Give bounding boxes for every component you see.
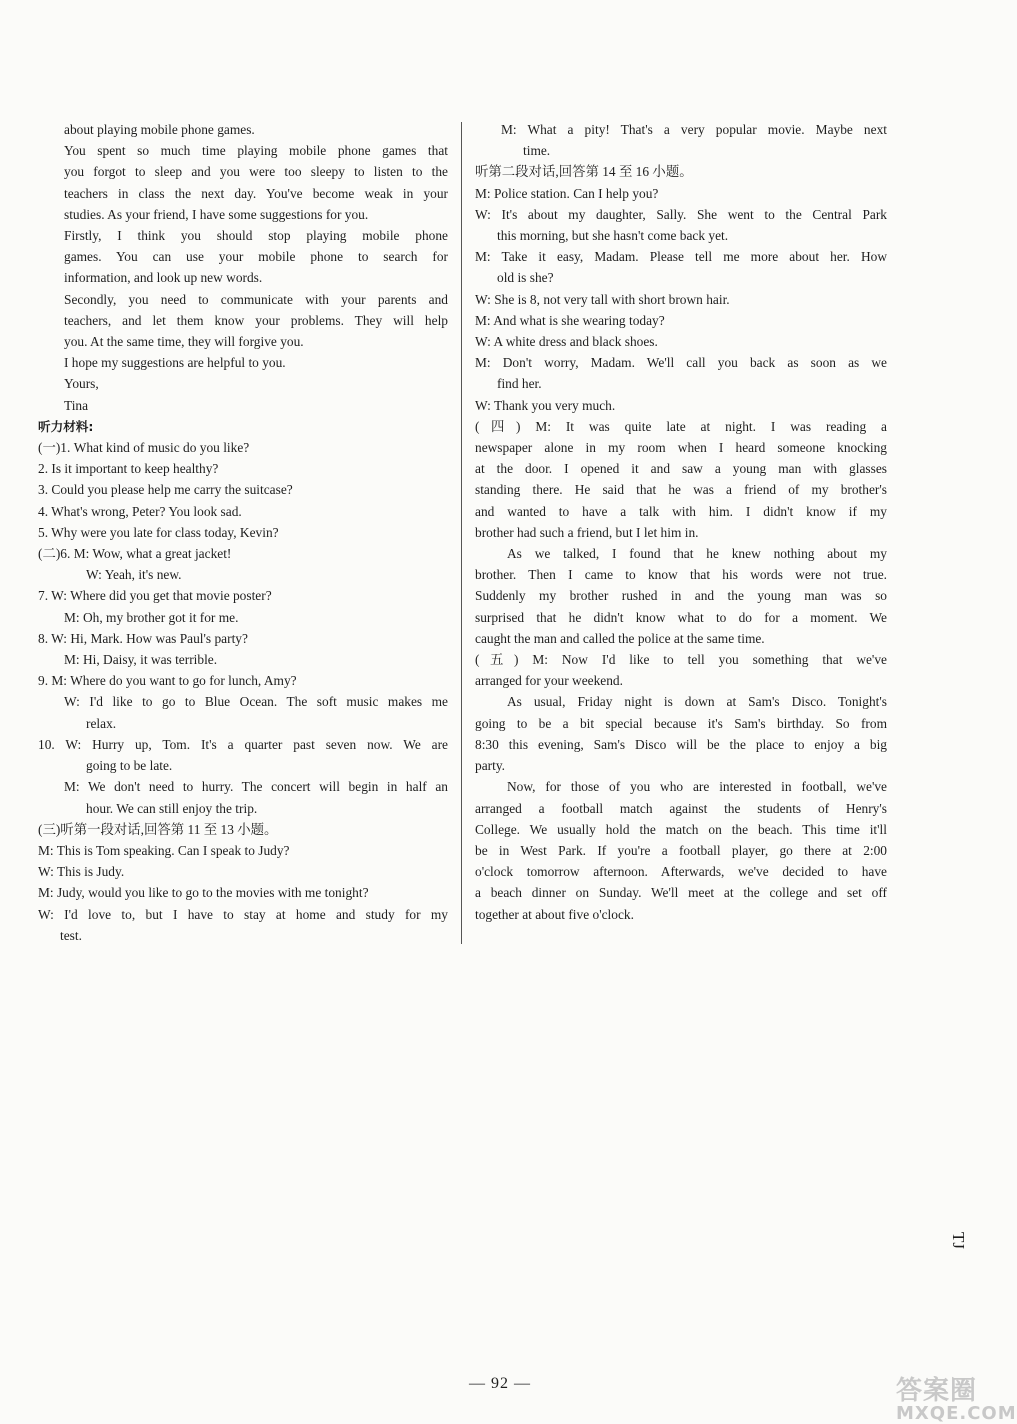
column-divider (461, 122, 462, 944)
text-line: M: Oh, my brother got it for me. (64, 609, 239, 625)
text-line: W: It's about my daughter, Sally. She went to the Central Park (475, 206, 887, 222)
text-line: at the door. I opened it and saw a young man with glasses (475, 461, 887, 477)
text-line: this morning, but she hasn't come back yet. (497, 228, 729, 244)
text-line: you forgot to sleep and you were too sleepy to listen to the (64, 164, 448, 180)
text-line: find her. (497, 376, 542, 392)
text-line: games. You can use your mobile phone to search for (64, 249, 448, 265)
text-line: relax. (86, 715, 117, 731)
text-line: M: And what is she wearing today? (475, 312, 665, 328)
text-line: M: Don't worry, Madam. We'll call you back as soon as we (475, 355, 887, 371)
text-line: be in West Park. If you're a football player, go there at 2:00 (475, 842, 887, 858)
text-line: party. (475, 758, 505, 774)
text-line: M: We don't need to hurry. The concert will begin in half an (64, 779, 448, 795)
text-line: Suddenly my brother rushed in and the young man was so (475, 588, 887, 604)
text-line: (五) M: Now I'd like to tell you something that we've (475, 652, 887, 668)
text-line: M: This is Tom speaking. Can I speak to Judy? (38, 842, 290, 858)
text-line: and wanted to have a talk with him. I didn't know if my (475, 503, 887, 519)
text-line: M: Hi, Daisy, it was terrible. (64, 652, 218, 668)
text-line: teachers, and let them know your problems. They will help (64, 312, 448, 328)
text-line: Yours, (64, 376, 99, 392)
text-line: brother had such a friend, but I let him in. (475, 524, 699, 540)
text-line: W: She is 8, not very tall with short brown hair. (475, 291, 730, 307)
text-line: As usual, Friday night is down at Sam's Disco. Tonight's (507, 694, 887, 710)
text-line: o'clock tomorrow afternoon. Afterwards, we've decided to have (475, 864, 887, 880)
text-line: 5. Why were you late for class today, Kevin? (38, 524, 279, 540)
text-line: 7. W: Where did you get that movie poster? (38, 588, 272, 604)
right-column (475, 119, 887, 925)
text-line: you. At the same time, they will forgive you. (64, 334, 304, 350)
text-line: 8. W: Hi, Mark. How was Paul's party? (38, 630, 248, 646)
text-line: (四) M: It was quite late at night. I was reading a (475, 418, 887, 434)
text-line: As we talked, I found that he knew nothing about my (507, 546, 887, 562)
text-line: M: What a pity! That's a very popular movie. Maybe next (501, 122, 887, 137)
text-line: 听第二段对话,回答第 14 至 16 小题。 (475, 164, 693, 180)
text-line: (三)听第一段对话,回答第 11 至 13 小题。 (38, 821, 278, 837)
text-line: newspaper alone in my room when I heard someone knocking (475, 440, 887, 456)
text-line: Secondly, you need to communicate with your parents and (64, 291, 448, 307)
text-line: M: Police station. Can I help you? (475, 185, 659, 201)
text-line: 8:30 this evening, Sam's Disco will be the place to enjoy a big (475, 736, 887, 752)
text-line: arranged for your weekend. (475, 673, 623, 689)
page-number: — 92 — (469, 1375, 531, 1392)
text-line: W: A white dress and black shoes. (475, 334, 658, 350)
text-line: information, and look up new words. (64, 270, 263, 286)
watermark-top: 答案圈 (896, 1376, 978, 1406)
text-line: 3. Could you please help me carry the suitcase? (38, 482, 293, 498)
text-line: Firstly, I think you should stop playing mobile phone (64, 228, 448, 244)
text-line: surprised that he didn't know what to do for a moment. We (475, 609, 887, 625)
text-line: W: Thank you very much. (475, 397, 616, 413)
text-line: a beach dinner on Sunday. We'll meet at the college and set off (475, 885, 887, 901)
text-line: studies. As your friend, I have some suggestions for you. (64, 206, 369, 222)
watermark-bottom: MXQE.COM (896, 1403, 1017, 1424)
text-line: 2. Is it important to keep healthy? (38, 461, 219, 477)
text-line: arranged a football match against the students of Henry's (475, 800, 887, 816)
text-line: test. (60, 927, 82, 943)
text-line: Tina (64, 397, 89, 413)
text-line: W: Yeah, it's new. (86, 567, 182, 583)
text-line: W: I'd love to, but I have to stay at home and study for my (38, 906, 448, 922)
text-line: 10. W: Hurry up, Tom. It's a quarter past seven now. We are (38, 736, 448, 752)
side-mark: TJ (949, 1232, 968, 1249)
text-line: M: Judy, would you like to go to the movies with me tonight? (38, 885, 369, 901)
text-line: (一)1. What kind of music do you like? (38, 440, 250, 456)
text-line: time. (523, 143, 551, 159)
watermark-logo (896, 1370, 1017, 1424)
text-line: M: Take it easy, Madam. Please tell me more about her. How (475, 249, 887, 265)
text-line: going to be late. (86, 758, 173, 774)
text-line: going to be a bit special because it's Sam's birthday. So from (475, 715, 887, 731)
text-line: College. We usually hold the match on the beach. This time it'll (475, 821, 887, 837)
text-line: 4. What's wrong, Peter? You look sad. (38, 503, 242, 519)
text-line: 听力材料: (38, 418, 94, 434)
left-column (38, 119, 448, 946)
text-line: old is she? (497, 270, 554, 286)
text-line: W: I'd like to go to Blue Ocean. The soft music makes me (64, 694, 448, 710)
text-line: about playing mobile phone games. (64, 122, 255, 137)
text-line: 9. M: Where do you want to go for lunch, Amy? (38, 673, 297, 689)
text-line: Now, for those of you who are interested in football, we've (507, 779, 887, 795)
text-line: You spent so much time playing mobile phone games that (64, 143, 448, 159)
text-line: caught the man and called the police at the same time. (475, 630, 765, 646)
text-line: teachers in class the next day. You've become weak in your (64, 185, 448, 201)
text-line: (二)6. M: Wow, what a great jacket! (38, 546, 232, 562)
text-line: W: This is Judy. (38, 864, 125, 880)
text-line: I hope my suggestions are helpful to you. (64, 355, 286, 371)
text-line: standing there. He said that he was a friend of my brother's (475, 482, 887, 498)
text-line: together at about five o'clock. (475, 906, 634, 922)
text-line: brother. Then I came to know that his words were not true. (475, 567, 887, 583)
text-line: hour. We can still enjoy the trip. (86, 800, 258, 816)
